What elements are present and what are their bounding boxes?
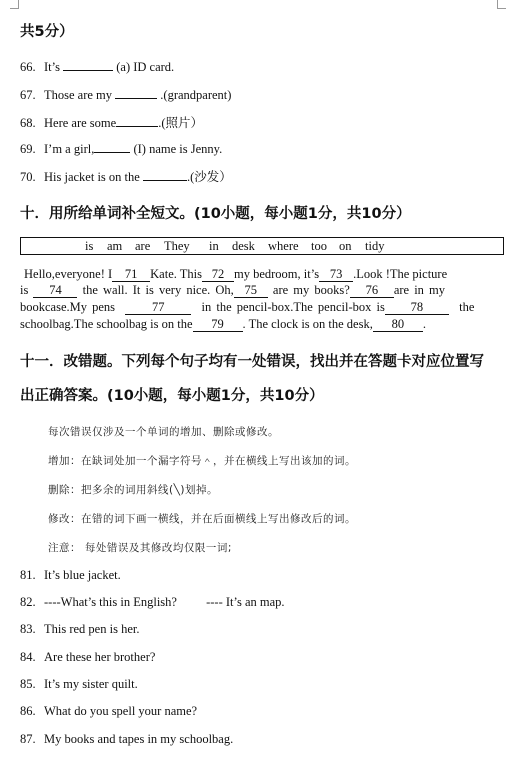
question-text: Are these her brother? — [44, 650, 156, 664]
question-66 — [20, 58, 174, 75]
passage-text: . The clock is on the desk, — [242, 317, 373, 331]
word-bank-item: where — [268, 239, 299, 253]
passage-text: Hello,everyone! I — [24, 267, 113, 281]
question-hint: .(沙发） — [186, 170, 232, 184]
passage-line-4 — [20, 317, 506, 332]
passage-text: Kate. This — [150, 267, 202, 281]
crop-mark-right — [497, 0, 506, 9]
question-number: 70. — [20, 170, 36, 184]
passage-blank[interactable]: 79 — [193, 318, 243, 332]
question-hint: (I) name is Jenny. — [133, 142, 223, 156]
question-68 — [20, 113, 203, 131]
question-81 — [20, 568, 121, 583]
question-text: Here are some — [44, 116, 117, 130]
passage-blank[interactable]: 72 — [202, 268, 234, 282]
question-86 — [20, 704, 197, 719]
passage-blank[interactable]: 73 — [319, 268, 353, 282]
question-number: 86. — [20, 704, 36, 718]
passage-line-3 — [20, 300, 506, 315]
passage-blank[interactable]: 80 — [373, 318, 423, 332]
passage-text: schoolbag.The schoolbag is on the — [20, 317, 193, 331]
answer-blank[interactable] — [115, 86, 157, 99]
question-70 — [20, 167, 232, 185]
answer-blank[interactable] — [143, 168, 187, 181]
question-text: It’s — [44, 60, 60, 74]
passage-line-1 — [24, 267, 510, 282]
word-bank-item: are — [135, 239, 151, 253]
question-82 — [20, 595, 285, 610]
passage-blank[interactable]: 74 — [33, 284, 77, 298]
word-bank-item: desk — [232, 239, 255, 253]
passage-blank[interactable]: 77 — [125, 301, 191, 315]
question-83 — [20, 622, 139, 637]
passage-text: the wall. It is very nice. Oh, — [82, 283, 234, 297]
rule-delete: 删除：把多余的词用斜线(╲)划掉。 — [48, 484, 219, 496]
passage-text: . — [422, 317, 426, 331]
question-reply: ---- It’s an map. — [206, 595, 285, 609]
question-text: I’m a girl, — [44, 142, 95, 156]
word-bank-item: They — [164, 239, 190, 253]
passage-blank[interactable]: 71 — [112, 268, 150, 282]
word-bank-item: too — [311, 239, 327, 253]
question-number: 87. — [20, 732, 36, 746]
rule-add: 增加：在缺词处加一个漏字符号＾，并在横线上写出该加的词。 — [48, 455, 356, 467]
rule-scope: 每次错误仅涉及一个单词的增加、删除或修改。 — [48, 426, 279, 438]
question-text: This red pen is her. — [44, 622, 140, 636]
question-text: It’s my sister quilt. — [44, 677, 138, 691]
passage-text: bookcase.My pens — [20, 300, 116, 314]
passage-text: .Look !The picture — [353, 267, 448, 281]
word-bank-item: am — [107, 239, 123, 253]
section-header-top: 共5分） — [20, 24, 74, 40]
question-85 — [20, 677, 138, 692]
question-67 — [20, 86, 231, 103]
answer-blank[interactable] — [116, 114, 158, 127]
question-number: 66. — [20, 60, 36, 74]
question-number: 83. — [20, 622, 36, 636]
section-11-title-line-1: 十一．改错题。下列每个句子均有一处错误，找出并在答题卡对应位置写 — [20, 354, 484, 370]
section-11-title-line-2: 出正确答案。(10小题，每小题1分，共10分） — [20, 388, 324, 404]
passage-text: are in my — [393, 283, 446, 297]
question-text: ----What’s this in English? — [44, 595, 177, 609]
word-bank-item: is — [85, 239, 94, 253]
question-number: 82. — [20, 595, 36, 609]
question-hint: (a) ID card. — [116, 60, 175, 74]
passage-text: in the pencil-box.The pencil-box is — [201, 300, 385, 314]
passage-text: is — [20, 283, 29, 297]
question-text: His jacket is on the — [44, 170, 140, 184]
section-10-title: 十．用所给单词补全短文。(10小题，每小题1分，共10分） — [20, 206, 411, 222]
passage-blank[interactable]: 78 — [385, 301, 449, 315]
question-number: 69. — [20, 142, 36, 156]
question-text: My books and tapes in my schoolbag. — [44, 732, 234, 746]
word-bank-item: in — [209, 239, 219, 253]
word-bank-item: on — [339, 239, 352, 253]
answer-blank[interactable] — [94, 140, 130, 153]
passage-blank[interactable]: 76 — [350, 284, 394, 298]
question-number: 84. — [20, 650, 36, 664]
question-hint: .(照片） — [158, 116, 203, 130]
word-bank — [20, 237, 504, 255]
crop-mark-left — [10, 0, 19, 9]
passage-text: are my books? — [272, 283, 350, 297]
question-number: 85. — [20, 677, 36, 691]
passage-line-2 — [20, 283, 506, 298]
question-number: 81. — [20, 568, 36, 582]
rule-modify: 修改：在错的词下画一横线，并在后面横线上写出修改后的词。 — [48, 513, 356, 525]
question-text: It’s blue jacket. — [44, 568, 121, 582]
answer-blank[interactable] — [63, 58, 113, 71]
word-bank-item: tidy — [365, 239, 385, 253]
question-number: 67. — [20, 88, 36, 102]
question-87 — [20, 732, 233, 747]
passage-blank[interactable]: 75 — [234, 284, 268, 298]
question-text: Those are my — [44, 88, 113, 102]
question-84 — [20, 650, 155, 665]
rule-note: 注意： 每处错误及其修改均仅限一词; — [48, 542, 232, 554]
question-hint: .(grandparent) — [160, 88, 232, 102]
question-text: What do you spell your name? — [44, 704, 198, 718]
passage-text: the — [459, 300, 475, 314]
question-69 — [20, 140, 222, 157]
question-number: 68. — [20, 116, 36, 130]
passage-text: my bedroom, it’s — [234, 267, 320, 281]
